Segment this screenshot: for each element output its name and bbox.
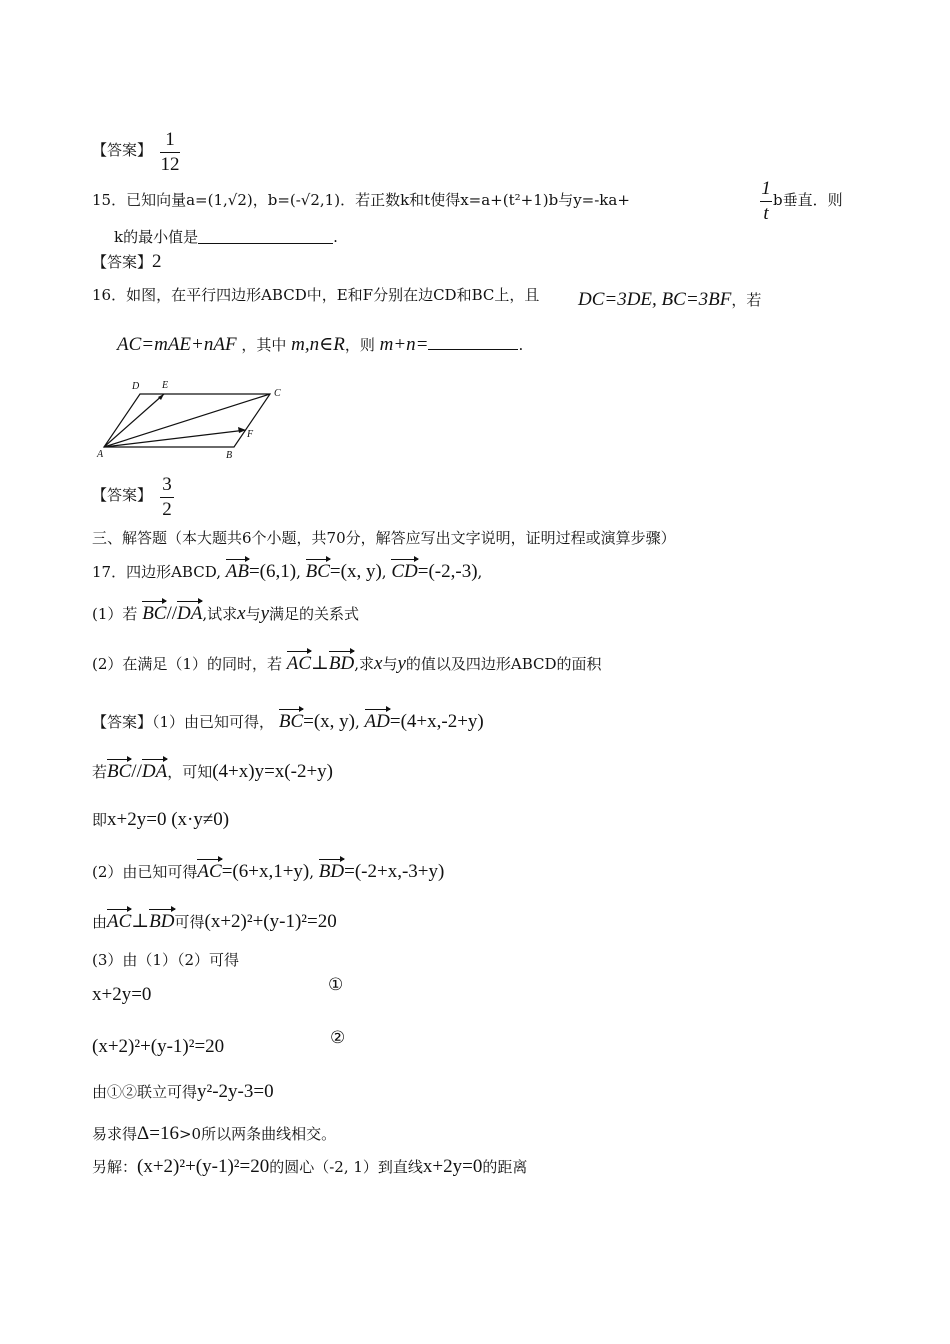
q17-part2: (2）在满足（1）的同时，若 AC⊥BD,求x与y的值以及四边形ABCD的面积 [92,653,602,674]
segment-af [104,430,246,447]
section-heading: 三、解答题（本大题共6个小题，共70分，解答应写出文字说明，证明过程或演算步骤） [92,529,676,547]
answer-label: 【答案】 [92,486,153,504]
segment-ac [104,394,270,447]
solution-line-7: x+2y=0 [92,984,152,1005]
answer-14-fraction [160,129,180,176]
answer-16-fraction [160,474,174,521]
q15-fraction [760,178,772,225]
q16-line2: AC=mAE+nAF ，其中 m,n∈R，则 m+n= . [117,334,524,355]
q15-line2: k的最小值是 . [114,228,338,246]
solution-line-10: 易求得Δ=16>0所以两条曲线相交。 [92,1123,337,1144]
question-15 [92,190,630,210]
solution-line-4: (2）由已知可得AC=(6+x,1+y), BD=(-2+x,-3+y) [92,861,445,882]
solution-line-1: 【答案】（1）由已知可得， BC=(x, y), AD=(4+x,-2+y) [92,711,484,732]
label-f: F [247,429,254,440]
answer-15 [92,252,162,272]
solution-line-6: (3）由（1）（2）可得 [92,951,239,969]
fraction-denominator: 2 [162,499,172,520]
question-17: 17．四边形ABCD, AB=(6,1), BC=(x, y), CD=(-2,-3), [92,561,483,582]
marker-1: ① [328,975,344,995]
vector-cd: CD [391,561,418,582]
fraction-denominator: t [763,203,769,224]
answer-label: 【答案】 [92,253,153,271]
marker-2: ② [330,1028,346,1048]
question-16: 16．如图，在平行四边形ABCD中，E和F分别在边CD和BC上，且 [92,286,540,304]
solution-line-5: 由AC⊥BD可得(x+2)²+(y-1)²=20 [92,911,337,932]
q15-text-end: b垂直．则 [773,191,843,209]
solution-line-11: 另解：(x+2)²+(y-1)²=20的圆心（-2, 1）到直线x+2y=0的距离 [92,1156,528,1177]
solution-line-2: 若BC//DA，可知(4+x)y=x(-2+y) [92,761,333,782]
label-a: A [97,449,104,460]
fraction-numerator: 1 [761,178,771,199]
answer-label: 【答案】 [92,141,153,159]
solution-line-9: 由①②联立可得y²-2y-3=0 [92,1081,274,1102]
answer-16 [92,485,152,505]
q15-text: 15．已知向量a=(1,√2)，b=(-√2,1)．若正数k和t使得x=a+(t²+1)b与y=-ka+ [92,191,630,209]
solution-line-8: (x+2)²+(y-1)²=20 [92,1036,225,1057]
label-e: E [162,380,169,391]
vector-bc: BC [305,561,330,582]
vector-ab: AB [225,561,249,582]
label-b: B [226,450,233,461]
answer-label: 【答案】 [92,713,153,731]
label-c: C [274,388,281,399]
q16-condition: DC=3DE, BC=3BF，若 [578,289,762,310]
fraction-denominator: 12 [160,154,180,175]
solution-line-3: 即x+2y=0 (x·y≠0) [92,809,230,830]
q17-part1: (1）若 BC//DA,试求x与y满足的关系式 [92,603,360,624]
parallelogram-figure [96,377,286,465]
answer-14 [92,140,152,160]
label-d: D [132,381,140,392]
answer-value: 2 [152,251,162,272]
fraction-numerator: 3 [162,474,172,495]
fraction-numerator: 1 [165,129,175,150]
